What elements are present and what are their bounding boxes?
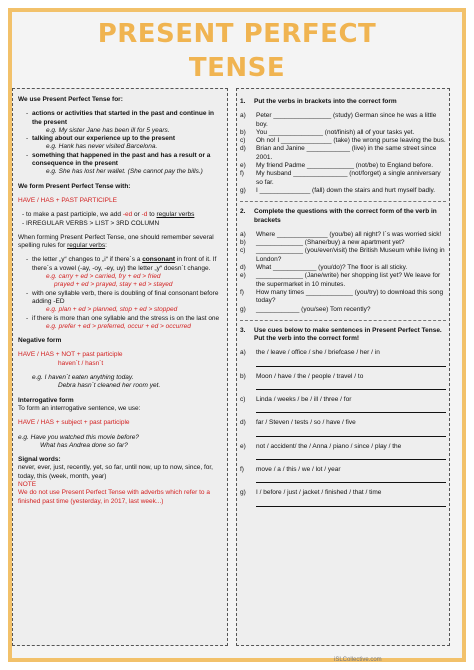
exercise-item [240,396,446,404]
rule-text: with one syllable verb, there is doubling of final consonant before adding -ED [32,289,219,305]
exercise-item [240,443,446,451]
title-line-1: PRESENT PERFECT [97,19,377,49]
item-text: far / Steven / tests / so / have / five [256,419,356,427]
item-text[interactable]: _____________ (Shane/buy) a new apartment yet? [256,239,405,247]
uses-list [18,110,224,176]
item-letter: c) [240,247,246,255]
note-text: We do not use Present Perfect Tense with adverbs which refer to a finished past time (yesterday, in 2017, last week...) [18,489,210,505]
exercise-number: 3. [240,326,246,334]
spelling-intro [18,234,224,251]
item-text[interactable]: Oh no! I ______________ (take) the wrong purse leaving the bus. [256,137,446,145]
item-text: the / leave / office / she / briefcase / her / in [256,349,380,357]
spelling-rule [26,256,224,289]
exercise-item [240,231,446,239]
answer-line[interactable] [256,428,446,437]
rule-example: e.g. carry + ed > carried, fry + ed > fried [46,273,161,281]
answer-line[interactable] [256,451,446,460]
exercise-number: 1. [240,98,246,105]
item-text[interactable]: I ______________ (fall) down the stairs and hurt myself badly. [256,186,436,194]
negative-heading: Negative form [18,337,62,345]
item-letter: e) [240,162,246,170]
exercise-3-heading [240,320,446,344]
interrogative-example: What has Andrea done so far? [40,441,128,449]
item-text[interactable]: Peter ________________ (study) German since he was a little boy. [256,112,437,128]
exercise-heading-text: Complete the questions with the correct form of the verb in brackets [254,208,437,224]
item-letter: f) [240,170,244,178]
exercises-content [240,98,446,507]
item-letter: a) [240,112,246,120]
negative-example: e.g. I haven´t eaten anything today. [32,374,134,382]
negative-example: Debra hasn´t cleaned her room yet. [58,382,161,390]
rule-text: if there is more than one syllable and the stress is on the last one [32,314,220,322]
pp-regular: regular verbs [156,211,195,219]
past-participle-rule [18,211,224,219]
rule-example: e.g. prefer + ed > preferred, occur + ed > occurred [46,322,191,330]
rule-text-2: in front of it. If there´s a vowel (-ay, -oy, -ey, uy) the letter „y“ doesn´t change. [32,256,217,272]
use-heading: We use Present Perfect Tense for: [18,96,123,103]
item-letter: b) [240,128,246,136]
signal-words: never, ever, just, recently, yet, so far, until now, up to now, since, for, today, this (week, month, year) [18,464,213,480]
answer-line[interactable] [256,498,446,507]
exercise-item [240,170,446,187]
exercise-item [240,112,446,129]
exercise-item [240,272,446,289]
spelling-rules [18,256,224,331]
answer-line[interactable] [256,404,446,413]
use-item [26,135,224,152]
exercise-item [240,466,446,474]
rule-example: e.g. plan + ed > planned, stop + ed > stopped [46,306,178,314]
exercise-item [240,162,446,170]
interrogative-text: To form an interrogative sentence, we use: [18,404,141,412]
item-text[interactable]: ____________ (you/see) Tom recently? [256,305,371,313]
item-letter: g) [240,489,246,497]
answer-line[interactable] [256,381,446,390]
item-text[interactable]: My husband _______________ (not/forget) a single anniversary so far. [256,170,441,186]
item-letter: a) [240,230,246,238]
interrogative-formula: HAVE / HAS + subject + past participle [18,419,130,427]
spelling-rule [26,315,224,332]
irregular-rule: - IRREGULAR VERBS > LIST > 3RD COLUMN [22,219,160,227]
exercise-1-heading [240,98,446,106]
exercise-2-heading [240,201,446,225]
item-letter: c) [240,137,246,145]
item-text[interactable]: You _______________ (not/finish) all of your tasks yet. [256,128,415,136]
rule-example: prayed + ed > prayed, stay + ed > stayed [54,281,173,289]
spelling-colon: : [105,242,107,250]
item-letter: b) [240,372,246,380]
item-letter: g) [240,305,246,313]
pp-to: to [147,211,157,219]
exercise-item [240,349,446,357]
item-letter: a) [240,349,246,357]
exercise-item [240,373,446,381]
exercise-item [240,247,446,264]
item-letter: f) [240,288,244,296]
pp-d: -d [141,211,148,219]
item-letter: b) [240,239,246,247]
item-text: move / a / this / we / lot / year [256,465,341,473]
item-text[interactable]: My friend Padme _____________ (not/be) to England before. [256,162,434,170]
title-line-2: TENSE [188,53,286,83]
pp-ed: -ed [122,211,133,219]
exercise-item [240,289,446,306]
item-text[interactable]: How many times _____________ (you/try) to download this song today? [256,288,444,305]
exercise-number: 2. [240,208,246,216]
answer-line[interactable] [256,358,446,367]
item-letter: e) [240,442,246,450]
item-text[interactable]: _____________ (Jane/write) her shopping list yet? We leave for the supermarket in 10 minutes. [256,272,441,288]
item-letter: f) [240,465,244,473]
item-letter: d) [240,264,246,272]
site-watermark: iSLCollective.com [334,657,382,663]
rule-text: the letter „y“ changes to „i“ if there´s a [32,256,143,264]
use-text: - talking about our experience up to the present [32,135,176,143]
item-letter: c) [240,396,246,404]
pp-text: - to make a past participle, we add [22,211,123,219]
use-text: - actions or activities that started in the past and continue in the present [32,110,215,126]
item-text[interactable]: What ____________ (you/do)? The floor is all sticky. [256,264,408,272]
negative-formula: HAVE / HAS + NOT + past participle [18,351,123,359]
exercise-item [240,137,446,145]
exercise-item [240,145,446,162]
use-text: - something that happened in the past and has a result or a consequence in the present [32,151,211,168]
exercise-item [240,489,446,497]
signal-heading: Signal words: [18,456,61,464]
item-text[interactable]: _____________ (you/ever/visit) the British Museum while living in London? [256,247,445,263]
use-example: e.g. My sister Jane has been ill for 5 years. [46,126,170,134]
exercise-item [240,306,446,314]
item-letter: d) [240,419,246,427]
item-text[interactable]: Where ______________ (you/be) all night? I´s was worried sick! [256,230,442,238]
item-text: I / before / just / jacket / finished / that / time [256,489,382,497]
spelling-rule [26,290,224,315]
negative-short: haven´t / hasn´t [58,359,104,367]
spelling-text: When forming Present Perfect Tense, one should remember several spelling rules for [18,233,214,250]
use-example: e.g. Hank has never visited Barcelona. [46,143,158,151]
spelling-regular: regular verbs [67,242,106,250]
pp-or: or [132,211,142,219]
form-formula: HAVE / HAS + PAST PARTICIPLE [18,196,117,204]
use-item [26,152,224,177]
form-heading: We form Present Perfect Tense with: [18,182,131,190]
interrogative-heading: Interrogative form [18,396,74,404]
item-text: Moon / have / the / people / travel / to [256,372,364,380]
item-letter: g) [240,186,246,194]
note-heading: NOTE [18,480,37,488]
answer-line[interactable] [256,474,446,483]
item-letter: d) [240,145,246,153]
item-text: not / accident/ the / Anna / piano / since / play / the [256,442,402,450]
exercise-item [240,239,446,247]
exercise-item [240,129,446,137]
rule-consonant: consonant [142,256,176,264]
exercise-heading-text: Put the verbs in brackets into the correct form [254,98,397,105]
item-text: Linda / weeks / be / ill / three / for [256,396,352,404]
item-letter: e) [240,272,246,280]
grammar-content [18,96,224,506]
use-example: e.g. She has lost her wallet. (She cannot pay the bills.) [46,168,203,176]
exercise-item [240,187,446,195]
use-item [26,110,224,135]
interrogative-example: e.g. Have you watched this movie before? [18,433,140,441]
item-text[interactable]: Brian and Janine ____________ (live) in the same street since 2001. [256,145,437,161]
exercise-item [240,419,446,427]
exercise-item [240,264,446,272]
exercise-heading-text: Use cues below to make sentences in Present Perfect Tense. Put the verb into the correct form! [254,326,442,343]
